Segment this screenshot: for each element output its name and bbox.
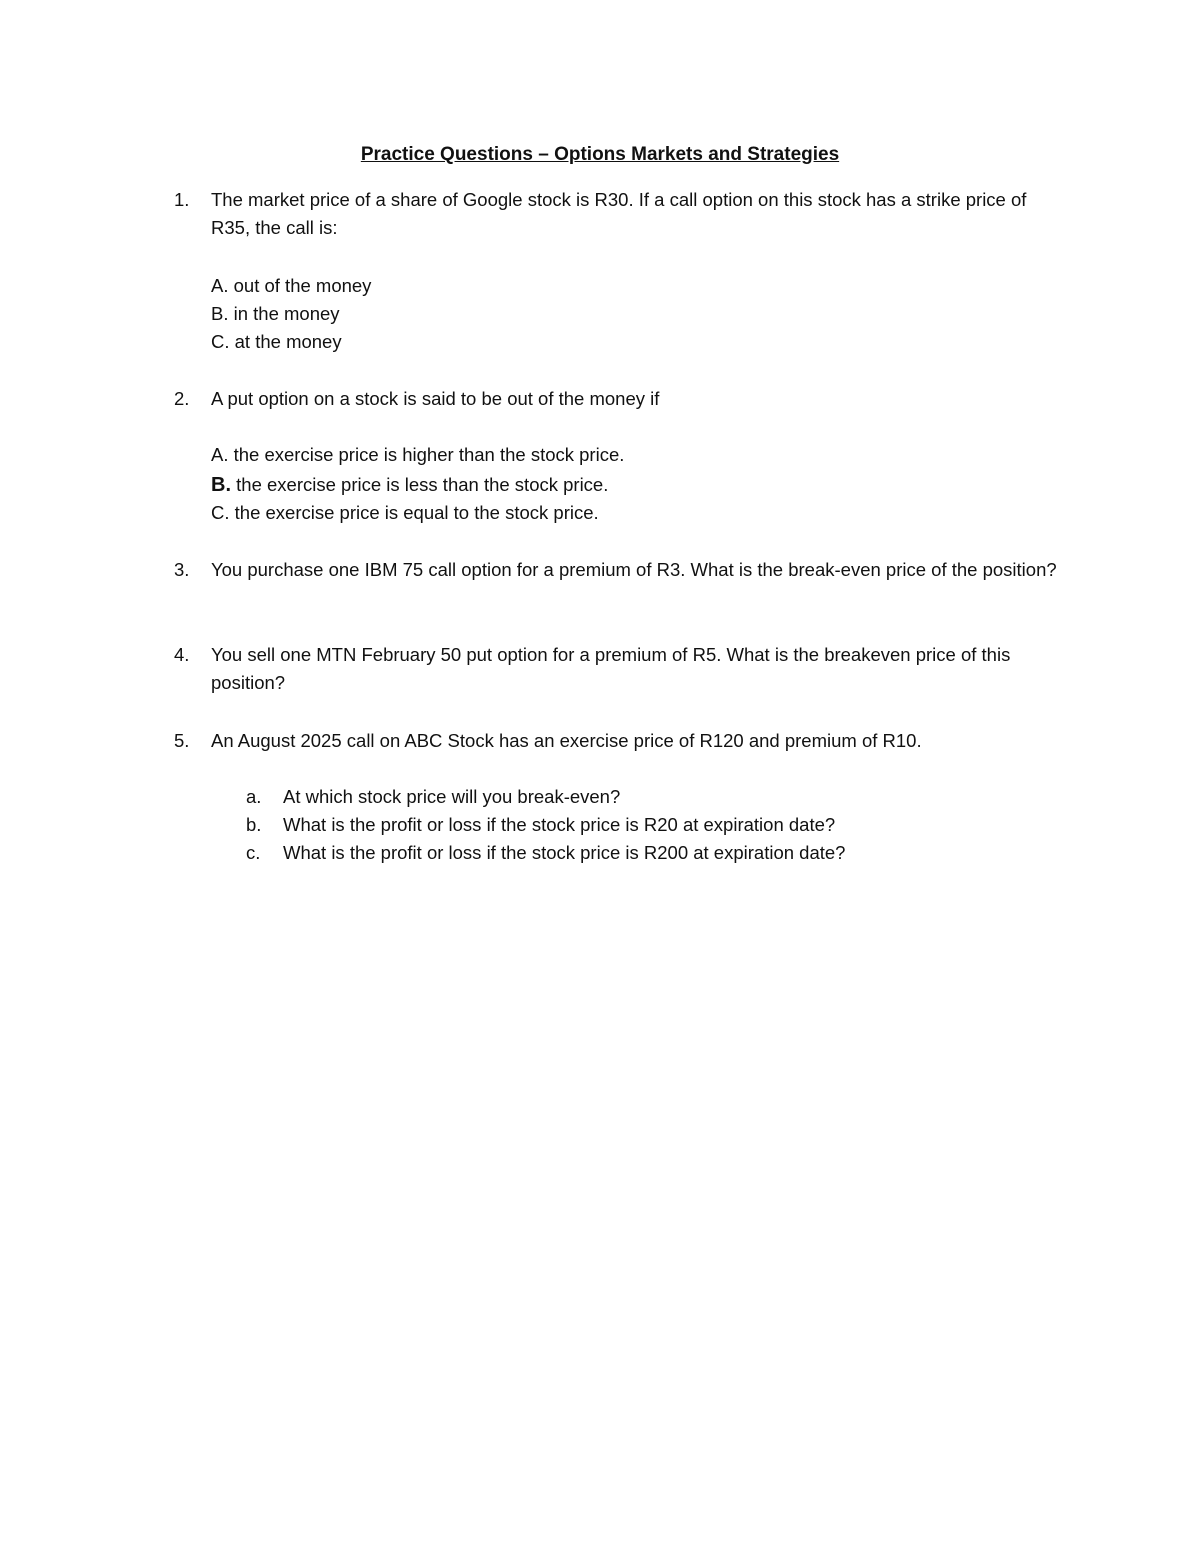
option-letter: A.	[211, 275, 229, 296]
question-2	[174, 385, 1074, 413]
sub-question-text: At which stock price will you break-even?	[283, 786, 621, 807]
question-number: 1.	[174, 189, 190, 210]
question-text: An August 2025 call on ABC Stock has an exercise price of R120 and premium of R10.	[211, 730, 922, 751]
answer-option	[211, 471, 608, 499]
answer-option	[211, 441, 624, 469]
question-5	[174, 727, 1074, 755]
option-letter: B.	[211, 474, 231, 496]
option-text: in the money	[228, 303, 340, 324]
option-letter: C.	[211, 331, 230, 352]
option-letter: B.	[211, 303, 229, 324]
question-number: 2.	[174, 388, 190, 409]
option-text: the exercise price is equal to the stock price.	[229, 502, 599, 523]
option-text: the exercise price is less than the stock price.	[231, 474, 609, 495]
sub-question	[246, 783, 620, 811]
sub-question	[246, 839, 845, 867]
question-3	[174, 556, 1074, 584]
option-text: out of the money	[228, 275, 372, 296]
question-text: You sell one MTN February 50 put option for a premium of R5. What is the breakeven price of this position?	[211, 644, 1011, 693]
question-1	[174, 186, 1074, 242]
answer-option	[211, 328, 342, 356]
sub-question-letter: c.	[246, 842, 261, 863]
question-text: The market price of a share of Google stock is R30. If a call option on this stock has a strike price of R35, the call is:	[211, 189, 1027, 238]
sub-question-text: What is the profit or loss if the stock price is R20 at expiration date?	[283, 814, 836, 835]
answer-option	[211, 300, 340, 328]
question-4	[174, 641, 1074, 697]
sub-question-letter: a.	[246, 786, 262, 807]
question-number: 4.	[174, 644, 190, 665]
option-letter: C.	[211, 502, 230, 523]
question-text: A put option on a stock is said to be out of the money if	[211, 388, 660, 409]
answer-option	[211, 272, 371, 300]
answer-option	[211, 499, 599, 527]
question-text: You purchase one IBM 75 call option for a premium of R3. What is the break-even price of the position?	[211, 559, 1057, 580]
option-letter: A.	[211, 444, 229, 465]
sub-question-text: What is the profit or loss if the stock price is R200 at expiration date?	[283, 842, 846, 863]
option-text: the exercise price is higher than the stock price.	[228, 444, 625, 465]
sub-question-letter: b.	[246, 814, 262, 835]
page-title: Practice Questions – Options Markets and Strategies	[360, 144, 840, 165]
question-number: 5.	[174, 730, 190, 751]
sub-question	[246, 811, 835, 839]
question-number: 3.	[174, 559, 190, 580]
option-text: at the money	[229, 331, 342, 352]
